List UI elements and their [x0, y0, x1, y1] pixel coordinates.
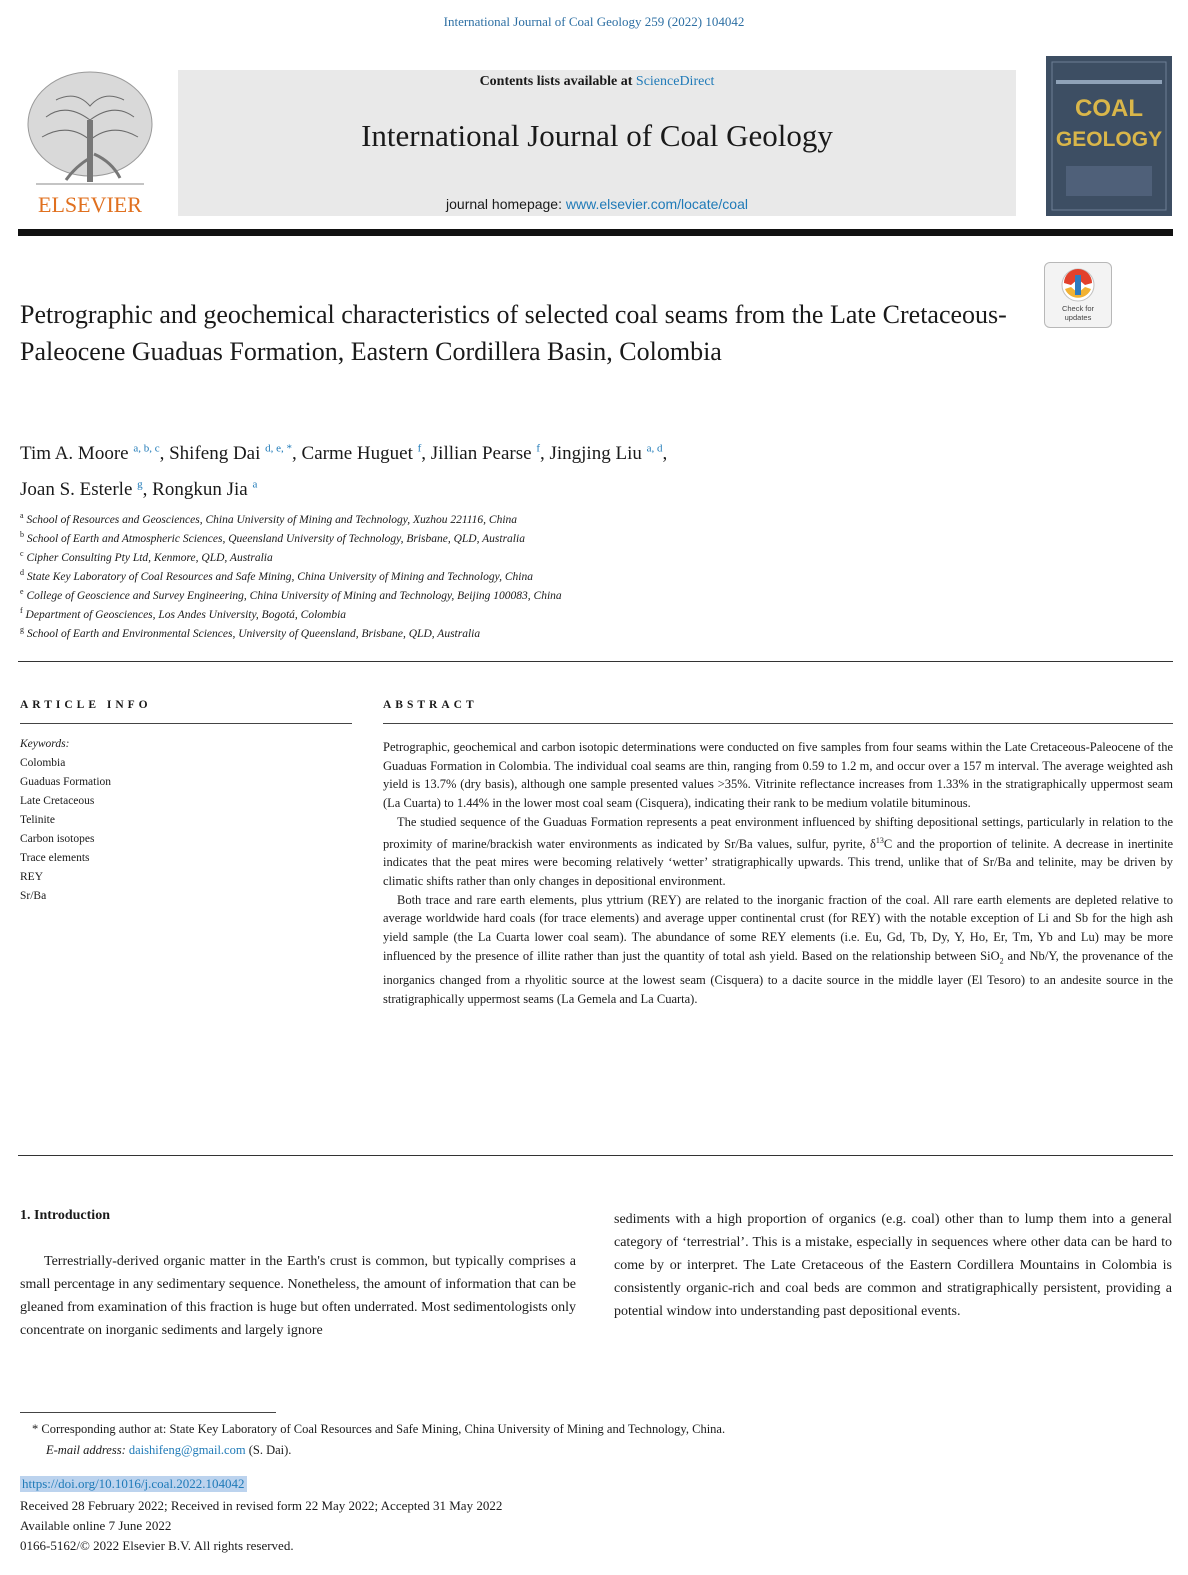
keyword: Late Cretaceous: [20, 795, 95, 807]
author[interactable]: Carme Huguet $^f$,: [301, 443, 431, 465]
elsevier-logo-text: ELSEVIER: [38, 192, 142, 217]
keyword: Colombia: [20, 757, 66, 769]
keyword: Telinite: [20, 814, 55, 826]
contents-line: [178, 74, 1016, 90]
affiliation: $^g$ School of Earth and Environmental Sciences, University of Queensland, Brisbane, QLD, Australia: [20, 625, 481, 640]
section-rule: [18, 661, 1173, 662]
available-online: Available online 7 June 2022: [20, 1518, 172, 1533]
cover-title-line2: GEOLOGY: [1055, 128, 1163, 151]
keyword: REY: [20, 871, 43, 883]
sciencedirect-link[interactable]: ScienceDirect: [635, 74, 715, 89]
author[interactable]: Rongkun Jia $^a$: [152, 478, 258, 500]
received-dates: Received 28 February 2022; Received in revised form 22 May 2022; Accepted 31 May 2022: [20, 1498, 503, 1513]
abstract-rule: [383, 723, 1173, 724]
affiliation: $^d$ State Key Laboratory of Coal Resources and Safe Mining, China University of Mining and Technology, China: [20, 568, 533, 583]
author[interactable]: Jingjing Liu $^{a, d}$,: [549, 443, 668, 465]
affiliation: $^a$ School of Resources and Geosciences, China University of Mining and Technology, Xuzhou 221116, China: [20, 511, 518, 526]
affiliation: $^b$ School of Earth and Atmospheric Sciences, Queensland University of Technology, Brisbane, QLD, Australia: [20, 530, 525, 545]
affiliation: $^c$ Cipher Consulting Pty Ltd, Kenmore, QLD, Australia: [20, 549, 273, 564]
article-title: Petrographic and geochemical characteristics of selected coal seams from the Late Cretaceous-Paleocene Guaduas Formation, Eastern Cordillera Basin, Colombia: [20, 300, 1007, 366]
author-list: [20, 434, 1020, 505]
email-link[interactable]: daishifeng@gmail.com: [128, 1443, 246, 1457]
affiliation: $^e$ College of Geoscience and Survey Engineering, China University of Mining and Technology, Beijing 100083, China: [20, 587, 562, 602]
homepage-link[interactable]: www.elsevier.com/locate/coal: [565, 196, 748, 212]
article-info-heading: ARTICLE INFO: [20, 699, 152, 711]
keyword: Guaduas Formation: [20, 776, 112, 788]
abstract-paragraph: Both trace and rare earth elements, plus yttrium (REY) are related to the inorganic fraction of the coal. All rare earth elements are depleted relative to average worldwide hard coals (for trace elements) and average upper continental crust (for REY) with the notable exception of Li and Sb for the high ash yield sample (the La Cuarta lower coal seam). The abundance of some REY elements (i.e. Eu, Gd, Tb, Dy, Y, Ho, Er, Tm, Yb and Lu) may be more influenced by the presence of illite rather than just the quantity of total ash yield. Based on the relationship between SiO$_2$ and Nb/Y, the provenance of the inorganics changed from a rhyolitic source at the lowest seam (Cisquera) to a dacite source in the middle layer (El Tesoro) to an andesite source in the stratigraphically uppermost seams (La Gemela and La Cuarta).: [383, 892, 1173, 1006]
author[interactable]: Shifeng Dai $^{d, e, *}$,: [169, 443, 302, 465]
footnote-mark: *: [32, 1422, 39, 1436]
homepage-prefix: journal homepage:: [446, 196, 562, 212]
abstract-paragraph: Petrographic, geochemical and carbon isotopic determinations were conducted on five samples from four seams within the Late Cretaceous-Paleocene of the Guaduas Formation in Colombia. The individual coal seams are thin, ranging from 0.59 to 1.2 m, and occur over a 157 m interval. The average weighted ash yield is 13.7% (dry basis), although one sample presented values >35%. Vitrinite reflectance increases from 1.33% in the stratigraphically uppermost seam (La Cuarta) to 1.44% in the lower most coal seam (Cisquera), indicating their rank to be medium volatile bituminous.: [383, 740, 1173, 811]
section-rule: [18, 1155, 1173, 1156]
email-line: [46, 1443, 291, 1458]
journal-cover-image[interactable]: [1046, 56, 1172, 216]
author[interactable]: Tim A. Moore $^{a, b, c}$,: [20, 443, 170, 465]
elsevier-tree-icon: [16, 62, 164, 218]
cover-title-line1: COAL: [1075, 95, 1143, 122]
elsevier-logo: [16, 62, 164, 218]
running-head: International Journal of Coal Geology 259 (2022) 104042: [443, 14, 745, 29]
affiliation: $^f$ Department of Geosciences, Los Andes University, Bogotá, Colombia: [20, 606, 347, 621]
crossmark-text-1: Check for: [1061, 304, 1095, 313]
introduction-heading: 1. Introduction: [20, 1208, 110, 1223]
keyword: Trace elements: [20, 852, 90, 864]
abstract-body: [383, 738, 1173, 1009]
check-for-updates-badge[interactable]: [1044, 262, 1112, 328]
author[interactable]: Jillian Pearse $^f$,: [430, 443, 550, 465]
contents-prefix: Contents lists available at: [479, 74, 633, 89]
journal-homepage-line: [178, 196, 1016, 212]
doi-link[interactable]: https://doi.org/10.1016/j.coal.2022.104042: [22, 1476, 245, 1491]
email-suffix: (S. Dai).: [248, 1443, 292, 1457]
keyword: Sr/Ba: [20, 890, 47, 902]
header-rule: [18, 229, 1173, 236]
journal-title: International Journal of Coal Geology: [361, 118, 833, 153]
footnote-rule: [20, 1412, 276, 1413]
corresponding-footnote: [32, 1422, 725, 1437]
keywords-label: Keywords:: [20, 738, 70, 750]
copyright: 0166-5162/© 2022 Elsevier B.V. All rights reserved.: [20, 1538, 294, 1553]
corresponding-author: Corresponding author at: State Key Laboratory of Coal Resources and Safe Mining, China University of Mining and Technology, China.: [41, 1422, 726, 1436]
author[interactable]: Joan S. Esterle $^g$,: [20, 478, 153, 500]
article-info-rule: [20, 723, 352, 724]
intro-left-column: Terrestrially-derived organic matter in the Earth's crust is common, but typically comprises a small percentage in any sedimentary sequence. Nonetheless, the amount of information that can be gleaned from examination of this fraction is huge but often underrated. Most sedimentologists only concentrate on inorganic sediments and largely ignore: [20, 1254, 576, 1338]
email-label: E-mail address:: [46, 1443, 126, 1457]
abstract-heading: ABSTRACT: [383, 699, 478, 711]
intro-right-column: sediments with a high proportion of organics (e.g. coal) other than to lump them into a general category of ‘terrestrial’. This is a mistake, especially in sequences where other data can be hard to come by or interpret. The Late Cretaceous of the Eastern Cordillera Mountains in Colombia is consistently organic-rich and coal beds are common and stratigraphically persistent, providing a potential window into understanding past depositional events.: [614, 1212, 1172, 1319]
crossmark-icon: [1045, 263, 1111, 327]
crossmark-text-2: updates: [1064, 313, 1092, 322]
abstract-paragraph: The studied sequence of the Guaduas Formation represents a peat environment influenced by shifting depositional settings, particularly in relation to the proximity of marine/brackish water environments as indicated by Sr/Ba values, sulfur, pyrite, $\delta^{13}C$ and the proportion of telinite. A decrease in inertinite indicates that the peat mires were becoming relatively ‘wetter’ stratigraphically upwards. This trend, unlike that of Sr/Ba and telinite, may be driven by climatic shifts rather than only changes in depositional environment.: [383, 814, 1173, 889]
keyword: Carbon isotopes: [20, 833, 95, 845]
